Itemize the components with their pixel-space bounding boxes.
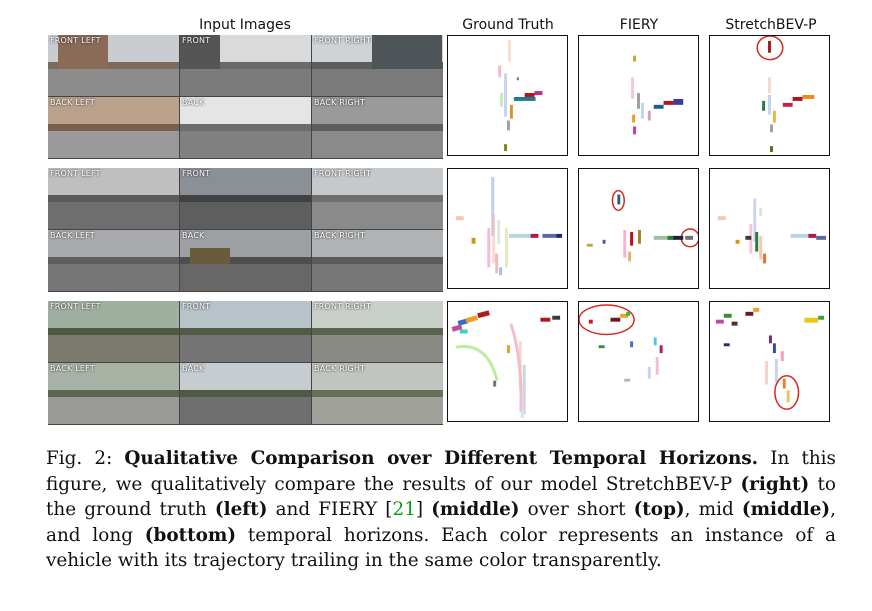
camera-front: FRONT (180, 168, 311, 229)
camera-front-left: FRONT LEFT (48, 168, 179, 229)
caption-text: , mid (684, 499, 742, 520)
camera-block-row-3 (48, 301, 443, 425)
bev-stretchbev-row-2 (709, 168, 830, 289)
camera-front-right: FRONT RIGHT (312, 168, 443, 229)
camera-back-left: BACK LEFT (48, 97, 179, 158)
camera-front-right: FRONT RIGHT (312, 35, 443, 96)
caption-text: ] (415, 499, 432, 520)
caption-bold-right: (right) (740, 473, 810, 495)
caption-text: temporal horizons. Each color represents an instance of a vehicle with its trajectory trailing in the same color transparently. (46, 524, 836, 571)
camera-back: BACK (180, 363, 311, 424)
bev-ground-truth-row-1 (447, 35, 568, 156)
camera-back: BACK (180, 97, 311, 158)
caption-text: and FIERY [ (267, 499, 393, 520)
caption-title: Qualitative Comparison over Different Temporal Horizons. (124, 448, 759, 469)
caption-text: In this figure, we qualitatively compare the results of our model StretchBEV-P (46, 448, 836, 495)
camera-back-right: BACK RIGHT (312, 363, 443, 424)
camera-front: FRONT (180, 301, 311, 362)
bev-stretchbev-row-3 (709, 301, 830, 422)
camera-front: FRONT (180, 35, 311, 96)
bev-fiery-row-2 (578, 168, 699, 289)
camera-front-left: FRONT LEFT (48, 301, 179, 362)
camera-front-right: FRONT RIGHT (312, 301, 443, 362)
camera-back-right: BACK RIGHT (312, 97, 443, 158)
bev-fiery-row-3 (578, 301, 699, 422)
header-input-images: Input Images (199, 17, 291, 33)
camera-back-left: BACK LEFT (48, 230, 179, 291)
bev-stretchbev-row-1 (709, 35, 830, 156)
camera-block-row-1 (48, 35, 443, 159)
citation-link[interactable]: 21 (392, 499, 416, 520)
header-ground-truth: Ground Truth (462, 17, 554, 33)
caption-text: to the ground truth (46, 473, 837, 520)
caption-fig-label: Fig. 2: (46, 448, 125, 469)
camera-back: BACK (180, 230, 311, 291)
caption-bold-middle: (middle) (741, 499, 831, 520)
caption-bold-left: (left) (214, 499, 268, 520)
bev-fiery-row-1 (578, 35, 699, 156)
caption-text: , and long (46, 499, 836, 546)
camera-back-right: BACK RIGHT (312, 230, 443, 291)
figure-caption (46, 446, 836, 574)
caption-text: over short (519, 499, 634, 520)
camera-front-left: FRONT LEFT (48, 35, 179, 96)
bev-ground-truth-row-3 (447, 301, 568, 422)
header-stretchbev: StretchBEV-P (725, 17, 817, 33)
bev-ground-truth-row-2 (447, 168, 568, 289)
caption-bold-middle: (middle) (431, 499, 520, 520)
camera-back-left: BACK LEFT (48, 363, 179, 424)
camera-block-row-2 (48, 168, 443, 292)
caption-bold-top: (top) (633, 499, 685, 520)
header-fiery: FIERY (619, 17, 659, 33)
caption-bold-bottom: (bottom) (144, 524, 237, 546)
